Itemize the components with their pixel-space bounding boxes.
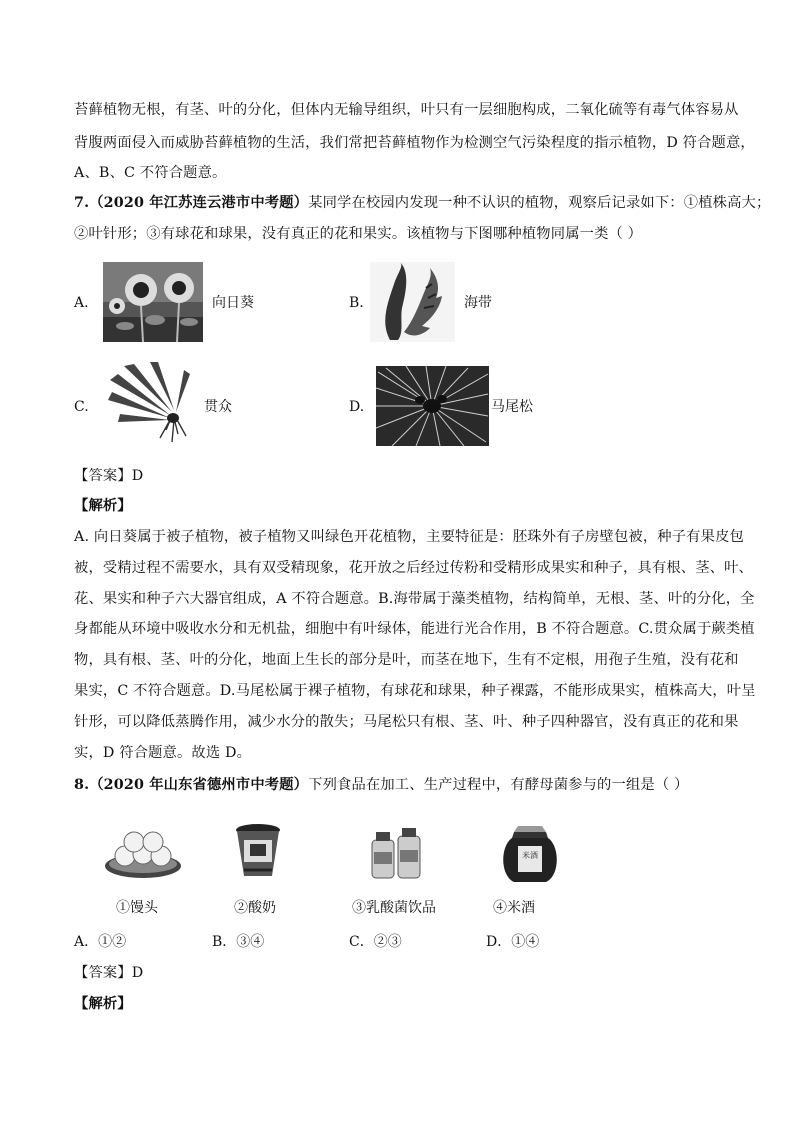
q7-stem-text: 某同学在校园内发现一种不认识的植物，观察后记录如下：①植株高大； (308, 195, 771, 211)
kelp-image (370, 262, 455, 342)
q8-answer: 【答案】D (74, 965, 144, 981)
rice-wine-jar-label: 米酒 (522, 851, 538, 860)
steamed-buns-image (103, 826, 183, 880)
q7-option-d-label: D. (349, 399, 365, 415)
lactic-drink-bottles-image (368, 826, 424, 880)
intro-line-2: 背腹两面侵入而威胁苔藓植物的生活，我们常把苔藓植物作为检测空气污染程度的指示植物，D 符合题意， (74, 135, 755, 151)
intro-line-1: 苔藓植物无根，有茎、叶的分化，但体内无输导组织，叶只有一层细胞构成，二氧化硫等有毒气体容易从 (74, 102, 739, 118)
q7-analysis-line-5: 物，具有根、茎、叶的分化，地面上生长的部分是叶，而茎在地下，生有不定根，用孢子生殖，没有花和 (74, 652, 739, 668)
q7-option-c-label: C. (74, 399, 89, 415)
masson-pine-image (376, 366, 489, 446)
q7-analysis-line-3: 花、果实和种子六大器官组成，A 不符合题意。B.海带属于藻类植物，结构简单，无根、茎、叶的分化，全 (74, 591, 755, 607)
q7-analysis-title: 【解析】 (74, 498, 132, 514)
q7-option-c-caption: 贯众 (204, 399, 232, 415)
q7-analysis-line-7: 针形，可以降低蒸腾作用，减少水分的散失；马尾松只有根、茎、叶、种子四种器官，没有真正的花和果 (74, 714, 739, 730)
q8-analysis-title: 【解析】 (74, 996, 132, 1012)
q8-number: 8. (74, 777, 90, 793)
q8-item-1: ①馒头 (116, 900, 158, 916)
q8-choice-c: C．②③ (349, 934, 402, 950)
q7-source: （2020 年江苏连云港市中考题） (89, 195, 309, 211)
fern-image (100, 360, 200, 445)
sunflower-image (103, 262, 203, 342)
q8-item-2: ②酸奶 (234, 900, 276, 916)
q7-option-b-label: B. (349, 295, 364, 311)
q7-analysis-line-2: 被，受精过程不需要水，具有双受精现象，花开放之后经过传粉和受精形成果实和种子，具有根、茎、叶、 (74, 560, 753, 576)
q7-analysis-line-4: 身都能从环境中吸收水分和无机盐，细胞中有叶绿体，能进行光合作用，B 不符合题意。C.贯众属于蕨类植 (74, 621, 755, 637)
q7-answer: 【答案】D (74, 468, 144, 484)
q7-stem-line-1 (74, 193, 770, 213)
q7-number: 7. (74, 195, 90, 211)
rice-wine-jar-image (500, 822, 560, 884)
q8-choice-b: B．③④ (212, 934, 265, 950)
q8-item-4: ④米酒 (493, 900, 535, 916)
q7-option-a-caption: 向日葵 (212, 295, 254, 311)
q8-stem-text: 下列食品在加工、生产过程中，有酵母菌参与的一组是（ ） (308, 777, 689, 793)
q7-analysis-line-6: 果实，C 不符合题意。D.马尾松属于裸子植物，有球花和球果，种子裸露，不能形成果实，植株高大，叶呈 (74, 683, 756, 699)
q7-option-d-caption: 马尾松 (491, 399, 533, 415)
q7-option-b-caption: 海带 (464, 295, 492, 311)
yogurt-cup-image (234, 822, 282, 880)
q8-choice-d: D．①④ (486, 934, 540, 950)
q7-stem-line-2: ②叶针形；③有球花和球果，没有真正的花和果实。该植物与下图哪种植物同属一类（ ） (74, 226, 643, 242)
q8-stem (74, 775, 688, 795)
q8-choice-a: A．①② (74, 934, 127, 950)
q7-option-a-label: A. (74, 295, 89, 311)
intro-line-3: A、B、C 不符合题意。 (74, 165, 227, 181)
q7-analysis-line-1: A. 向日葵属于被子植物，被子植物又叫绿色开花植物，主要特征是：胚珠外有子房壁包被，种子有果皮包 (74, 529, 744, 545)
q7-analysis-line-8: 实，D 符合题意。故选 D。 (74, 745, 252, 761)
q8-item-3: ③乳酸菌饮品 (352, 900, 436, 916)
q8-source: （2020 年山东省德州市中考题） (89, 777, 309, 793)
